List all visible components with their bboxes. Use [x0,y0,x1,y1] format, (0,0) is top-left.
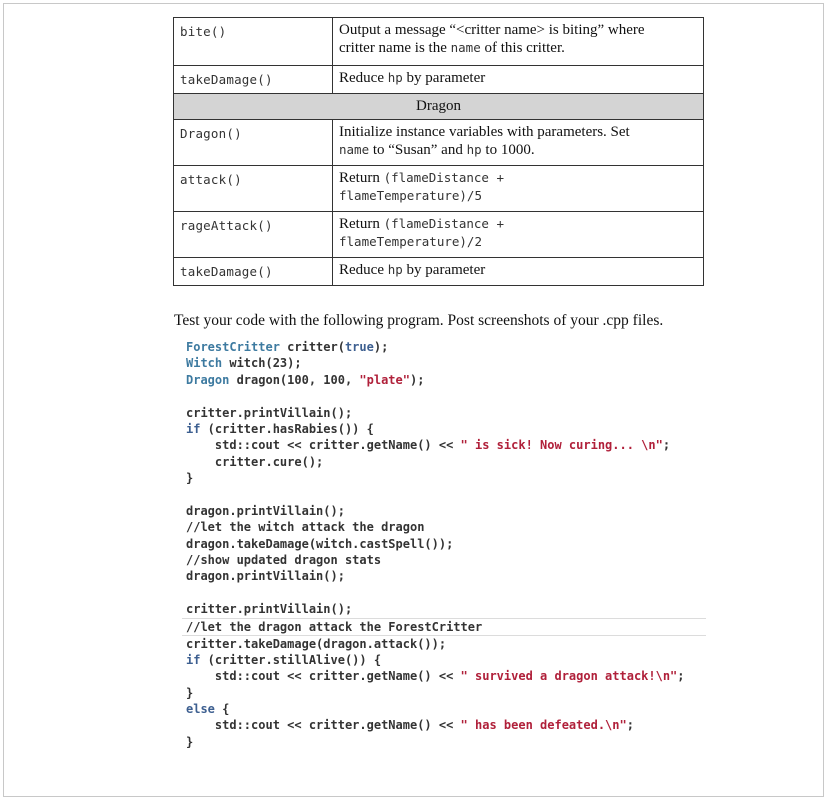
method-spec-table [173,17,704,286]
method-description: Return (flameDistance + flameTemperature)/5 [333,166,704,212]
table-row [174,258,704,286]
code-comment: //let the dragon attack the ForestCritter [182,618,706,636]
code-line: if (critter.hasRabies()) { [186,421,374,436]
method-name: rageAttack() [174,212,333,258]
table-row [174,18,704,66]
code-line: critter.printVillain(); [186,602,353,617]
code-line: } [186,685,194,700]
code-line: } [186,734,194,749]
code-line: critter.cure(); [186,454,324,469]
code-line: dragon.takeDamage(witch.castSpell()); [186,536,454,551]
code-line: Dragon dragon(100, 100, "plate"); [186,372,425,387]
code-comment: //let the witch attack the dragon [186,520,425,535]
method-name: attack() [174,166,333,212]
code-block [186,339,706,750]
method-name: bite() [174,18,333,66]
table-row [174,212,704,258]
code-line: dragon.printVillain(); [186,503,345,518]
code-line: std::cout << critter.getName() << " has been defeated.\n"; [186,718,634,733]
method-description: Output a message “<critter name> is biting” where critter name is the name of this critter. [333,18,704,66]
code-line: ForestCritter critter(true); [186,340,389,354]
code-line: dragon.printVillain(); [186,569,345,584]
code-line: critter.printVillain(); [186,405,353,420]
method-description: Reduce hp by parameter [333,66,704,94]
code-line: std::cout << critter.getName() << " survived a dragon attack!\n"; [186,669,685,684]
table-row [174,166,704,212]
table-row [174,66,704,94]
section-title: Dragon [174,94,704,120]
method-name: takeDamage() [174,258,333,286]
code-line: std::cout << critter.getName() << " is sick! Now curing... \n"; [186,438,671,453]
method-name: Dragon() [174,120,333,166]
code-line: Witch witch(23); [186,356,302,371]
code-line: critter.takeDamage(dragon.attack()); [186,636,447,651]
instruction-text: Test your code with the following program. Post screenshots of your .cpp files. [174,312,664,329]
code-line: else { [186,702,230,717]
method-name: takeDamage() [174,66,333,94]
method-description: Return (flameDistance + flameTemperature)/2 [333,212,704,258]
method-description: Reduce hp by parameter [333,258,704,286]
table-row [174,120,704,166]
code-line: } [186,470,194,485]
code-line: if (critter.stillAlive()) { [186,653,382,668]
method-description: Initialize instance variables with parameters. Set name to “Susan” and hp to 1000. [333,120,704,166]
section-header-row [174,94,704,120]
code-comment: //show updated dragon stats [186,552,382,567]
